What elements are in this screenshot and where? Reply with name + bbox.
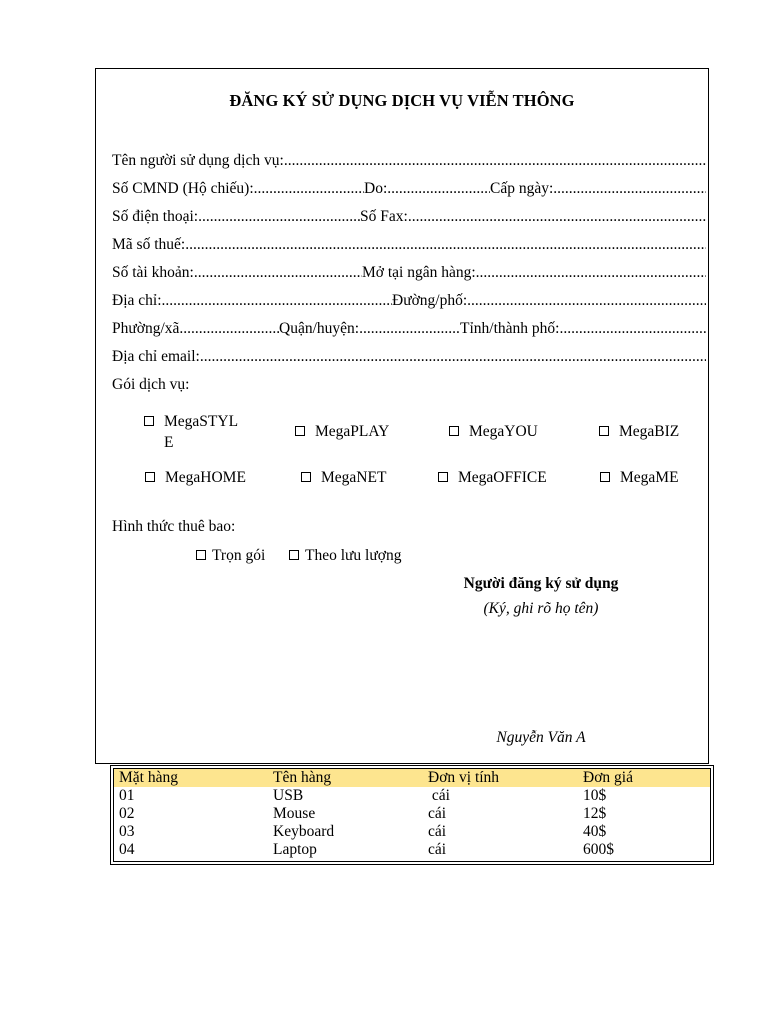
field-label: Địa chỉ: — [112, 292, 162, 309]
cell-item-code: 04 — [119, 841, 135, 858]
section-label: Hình thức thuê bao: — [112, 518, 236, 535]
table-row — [114, 787, 710, 805]
checkbox[interactable] — [295, 426, 305, 436]
cell-item-name: USB — [273, 787, 304, 804]
package-option-megaoffice[interactable] — [438, 467, 547, 488]
fill-line[interactable] — [476, 263, 706, 283]
cell-unit: cái — [428, 823, 447, 840]
checkbox[interactable] — [599, 426, 609, 436]
fill-line[interactable] — [387, 179, 490, 199]
field-label: Tên người sử dụng dịch vụ: — [112, 152, 284, 169]
field-user-name[interactable] — [112, 151, 706, 171]
checkbox[interactable] — [600, 472, 610, 482]
column-header-price: Đơn giá — [583, 769, 633, 786]
field-label: Mã số thuế: — [112, 236, 186, 253]
checkbox[interactable] — [449, 426, 459, 436]
fill-line[interactable] — [467, 291, 706, 311]
package-label: MegaSTYLE — [164, 413, 239, 451]
product-table — [110, 765, 714, 865]
product-table-grid — [114, 769, 710, 859]
package-option-megayou[interactable] — [449, 421, 538, 442]
fill-line[interactable] — [559, 319, 706, 339]
signer-name: Nguyễn Văn A — [496, 729, 586, 746]
package-label: MegaPLAY — [315, 423, 390, 440]
fill-line[interactable] — [408, 207, 706, 227]
fill-line[interactable] — [359, 319, 460, 339]
cell-unit: cái — [428, 841, 447, 858]
field-label: Quận/huyện: — [279, 320, 360, 337]
subscription-heading — [112, 517, 706, 537]
column-header-item-code: Mặt hàng — [119, 769, 178, 786]
field-label: Số Fax: — [360, 208, 408, 225]
fill-line[interactable] — [284, 151, 706, 171]
field-label: Số tài khoản: — [112, 264, 194, 281]
table-header-row — [114, 769, 710, 787]
field-label: Phường/xã — [112, 320, 180, 337]
package-option-megastyle[interactable] — [144, 411, 254, 453]
subscription-label: Trọn gói — [212, 547, 266, 564]
column-header-unit: Đơn vị tính — [428, 769, 500, 786]
fill-line[interactable] — [194, 263, 362, 283]
package-label: MegaME — [620, 469, 679, 486]
title-ornament-icon: ❣⃞ — [391, 111, 413, 126]
cell-price: 12$ — [583, 805, 607, 822]
field-label: Địa chỉ email: — [112, 348, 200, 365]
cell-unit: cái — [428, 805, 447, 822]
field-label: Số điện thoại: — [112, 208, 199, 225]
package-option-megaplay[interactable] — [295, 421, 389, 442]
signer-title: Người đăng ký sử dụng — [463, 575, 619, 592]
field-label: Do: — [364, 180, 388, 197]
package-heading — [112, 375, 706, 395]
checkbox[interactable] — [301, 472, 311, 482]
field-label: Đường/phố: — [392, 292, 468, 309]
subscription-label: Theo lưu lượng — [305, 547, 402, 564]
field-id-card[interactable] — [112, 179, 706, 199]
field-tax-code[interactable] — [112, 235, 706, 255]
table-row — [114, 823, 710, 841]
field-label: Tỉnh/thành phố: — [460, 320, 560, 337]
cell-item-name: Laptop — [273, 841, 317, 858]
product-table-inner-border — [113, 768, 711, 862]
package-label: MegaBIZ — [619, 423, 680, 440]
cell-item-code: 03 — [119, 823, 135, 840]
subscription-option-by-traffic[interactable] — [289, 545, 401, 566]
cell-unit: cái — [428, 787, 450, 804]
fill-line[interactable] — [162, 291, 393, 311]
package-option-meganet[interactable] — [301, 467, 386, 488]
cell-item-code: 02 — [119, 805, 135, 822]
package-option-megahome[interactable] — [145, 467, 246, 488]
column-header-item-name: Tên hàng — [273, 769, 332, 786]
package-option-megabiz[interactable] — [599, 421, 679, 442]
checkbox[interactable] — [289, 550, 299, 560]
fill-line[interactable] — [553, 179, 706, 199]
signer-note: (Ký, ghi rõ họ tên) — [483, 600, 599, 617]
checkbox[interactable] — [144, 416, 154, 426]
checkbox[interactable] — [196, 550, 206, 560]
package-label: MegaNET — [321, 469, 387, 486]
fill-line[interactable] — [179, 319, 279, 339]
field-bank-account[interactable] — [112, 263, 706, 283]
cell-item-code: 01 — [119, 787, 135, 804]
field-address[interactable] — [112, 291, 706, 311]
cell-price: 10$ — [583, 787, 607, 804]
checkbox[interactable] — [145, 472, 155, 482]
section-label: Gói dịch vụ: — [112, 376, 190, 393]
fill-line[interactable] — [254, 179, 364, 199]
cell-price: 600$ — [583, 841, 614, 858]
cell-item-name: Mouse — [273, 805, 316, 822]
field-phone-fax[interactable] — [112, 207, 706, 227]
fill-line[interactable] — [185, 235, 706, 255]
form-title: ĐĂNG KÝ SỬ DỤNG DỊCH VỤ VIỄN THÔNG — [229, 91, 575, 110]
field-label: Mở tại ngân hàng: — [362, 264, 476, 281]
package-label: MegaYOU — [469, 423, 538, 440]
package-option-megame[interactable] — [600, 467, 679, 488]
cell-price: 40$ — [583, 823, 607, 840]
package-label: MegaOFFICE — [458, 469, 547, 486]
package-label: MegaHOME — [165, 469, 246, 486]
registration-form — [95, 68, 709, 764]
cell-item-name: Keyboard — [273, 823, 335, 840]
checkbox[interactable] — [438, 472, 448, 482]
fill-line[interactable] — [198, 207, 360, 227]
field-ward-district-city[interactable] — [112, 319, 706, 339]
field-email[interactable] — [112, 347, 706, 367]
field-label: Cấp ngày: — [490, 180, 554, 197]
subscription-option-full-package[interactable] — [196, 545, 265, 566]
table-row — [114, 841, 710, 859]
fill-line[interactable] — [200, 347, 706, 367]
table-row — [114, 805, 710, 823]
field-label: Số CMND (Hộ chiếu): — [112, 180, 254, 197]
